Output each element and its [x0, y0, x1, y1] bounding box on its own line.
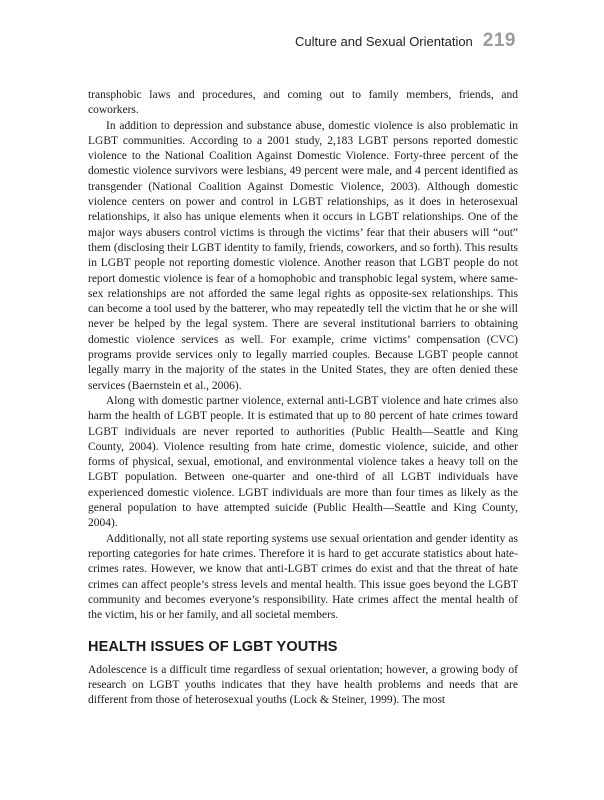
paragraph-hate-crimes: Along with domestic partner violence, external anti-LGBT violence and hate crimes also harm the health of LGBT people. It is estimated that up to 80 percent of hate crimes toward LGBT individuals are never reported to authorities (Public Health—Seattle and King County, 2004). Violence resulting from hate crime, domestic violence, suicide, and other forms of physical, sexual, emotional, and environmental violence takes a heavy toll on the LGBT population. Between one-quarter and one-third of all LGBT individuals have experienced domestic violence. LGBT individuals are more than four times as likely as the general population to have attempted suicide (Public Health—Seattle and King County, 2004). — [88, 394, 518, 530]
paragraph-continued: transphobic laws and procedures, and coming out to family members, friends, and coworkers. — [88, 89, 518, 117]
paragraph-lgbt-youths: Adolescence is a difficult time regardless of sexual orientation; however, a growing body of research on LGBT youths indicates that they have health problems and needs that are different from those of heterosexual youths (Lock & Steiner, 1999). The most — [88, 663, 518, 707]
running-head — [295, 30, 516, 52]
paragraph-reporting-systems: Additionally, not all state reporting systems use sexual orientation and gender identity as reporting categories for hate crimes. Therefore it is hard to get accurate statistics about hate-crimes rates. However, we know that anti-LGBT crimes do exist and that the threat of hate crimes can affect people’s stress levels and mental health. This issue goes beyond the LGBT community and becomes everyone’s responsibility. Hate crimes affect the mental health of the victim, his or her family, and all societal members. — [88, 532, 518, 622]
body-text — [88, 88, 518, 709]
paragraph-domestic-violence: In addition to depression and substance abuse, domestic violence is also problematic in LGBT communities. According to a 2001 study, 2,183 LGBT persons reported domestic violence to the National Coalition Against Domestic Violence. Forty-three percent of the domestic violence survivors were lesbians, 49 percent were male, and 4 percent identified as transgender (National Coalition Against Domestic Violence, 2003). Although domestic violence centers on power and control in LGBT relationships, as it does in heterosexual relationships, it also has unique elements when it occurs in LGBT relationships. One of the major ways abusers control victims is through the victims’ fear that their abusers will “out” them (disclosing their LGBT identity to family, friends, coworkers, and so forth). This results in LGBT people not reporting domestic violence. Another reason that LGBT people do not report domestic violence is fear of a homophobic and transphobic legal system, where same-sex relationships are not afforded the same legal rights as opposite-sex relationships. This can become a tool used by the batterer, who may repeatedly tell the victim that he or she will never be helped by the legal system. There are several institutional barriers to obtaining domestic violence services as well. For example, crime victims’ compensation (CVC) programs provide services only to legally married couples. Because LGBT people cannot legally marry in the majority of the states in the United States, they are often denied these services (Baernstein et al., 2006). — [88, 119, 518, 392]
page-number: 219 — [482, 30, 516, 51]
section-heading: HEALTH ISSUES OF LGBT YOUTHS — [88, 639, 338, 656]
running-title: Culture and Sexual Orientation — [295, 34, 473, 49]
